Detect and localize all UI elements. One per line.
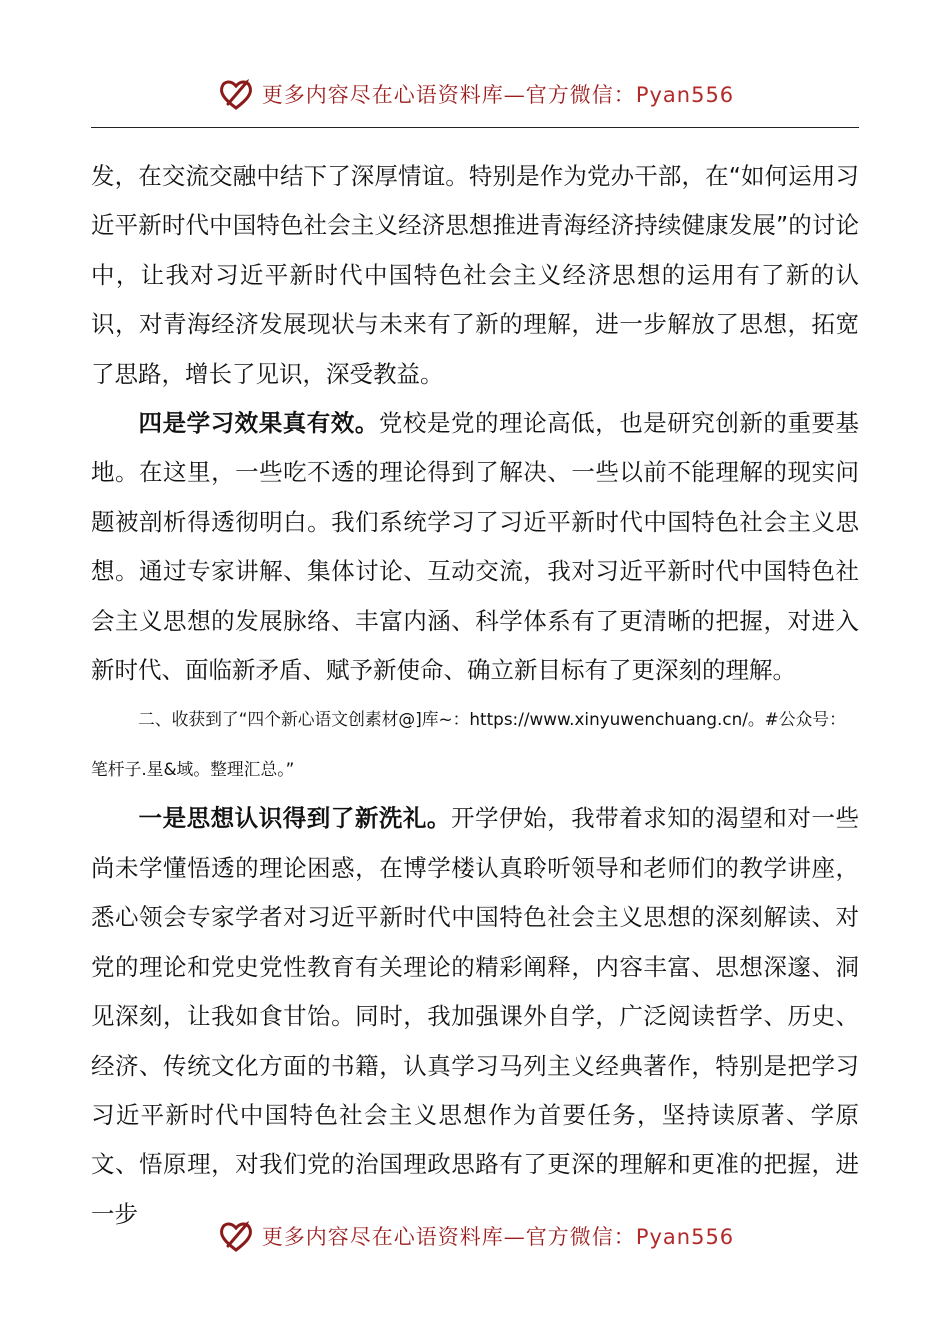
paragraph-3-lead: 一是思想认识得到了新洗礼。 [138, 804, 451, 833]
paragraph-1: 发，在交流交融中结下了深厚情谊。特别是作为党办干部，在“如何运用习近平新时代中国特色社会主义经济思想推进青海经济持续健康发展”的讨论中，让我对习近平新时代中国特色社会主义经济思想的运用有了新的认识，对青海经济发展现状与未来有了新的理解，进一步解放了思想，拓宽了思路，增长了见识，深受教益。 [91, 162, 859, 388]
heart-pen-logo-icon [216, 1216, 256, 1256]
paragraph-3-body: 开学伊始，我带着求知的渴望和对一些尚未学懂悟透的理论困惑，在博学楼认真聆听领导和老师们的教学讲座，悉心领会专家学者对习近平新时代中国特色社会主义思想的深刻解读、对党的理论和党史党性教育有关理论的精彩阐释，内容丰富、思想深邃、洞见深刻，让我如食甘饴。同时，我加强课外自学，广泛阅读哲学、历史、经济、传统文化方面的书籍，认真学习马列主义经典著作，特别是把学习习近平新时代中国特色社会主义思想作为首要任务，坚持读原著、学原文、悟原理，对我们党的治国理政思路有了更深的理解和更准的把握，进一步 [91, 804, 860, 1228]
header-banner [0, 72, 950, 116]
header-banner-text: 更多内容尽在心语资料库—官方微信：Pyan556 [261, 83, 735, 107]
header-divider [91, 127, 859, 128]
paragraph-2 [91, 399, 859, 695]
heart-pen-logo-icon [216, 74, 256, 114]
paragraph-2-body: 党校是党的理论高低，也是研究创新的重要基地。在这里，一些吃不透的理论得到了解决、一些以前不能理解的现实问题被剖析得透彻明白。我们系统学习了习近平新时代中国特色社会主义思想。通过专家讲解、集体讨论、互动交流，我对习近平新时代中国特色社会主义思想的发展脉络、丰富内涵、科学体系有了更清晰的把握，对进入新时代、面临新矛盾、赋予新使命、确立新目标有了更深刻的理解。 [91, 409, 860, 685]
footer-banner-text: 更多内容尽在心语资料库—官方微信：Pyan556 [261, 1225, 735, 1249]
footer-banner [0, 1214, 950, 1258]
document-body [91, 152, 859, 1239]
section-heading: 二、收获到了“四个新心语文创素材@]库~：https://www.xinyuwenchuang.cn/。#公众号：笔杆子.星&域。整理汇总。” [91, 709, 846, 779]
paragraph-3 [91, 794, 859, 1239]
paragraph-2-lead: 四是学习效果真有效。 [138, 409, 379, 438]
